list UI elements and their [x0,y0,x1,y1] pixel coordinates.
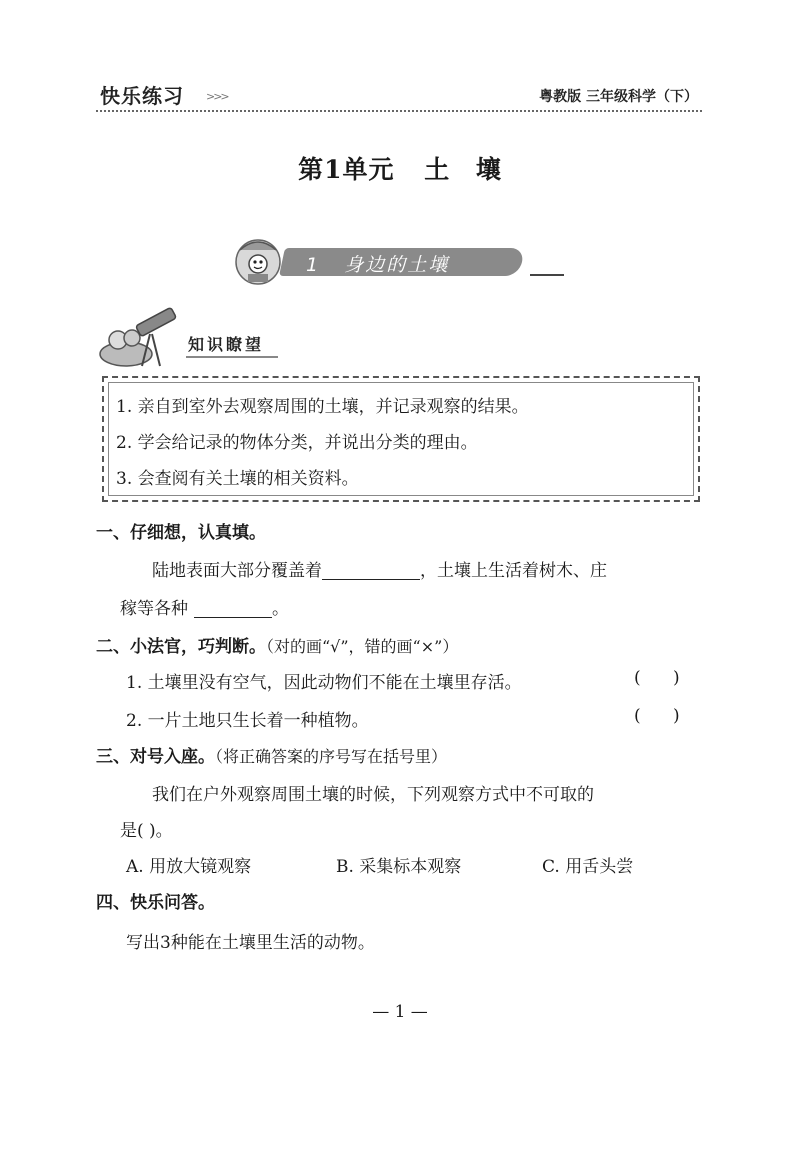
question-3-line-1: 我们在户外观察周围土壤的时候，下列观察方式中不可取的 [152,785,594,805]
page-header [96,70,702,112]
page-number: — 1 — [372,1002,428,1022]
goal-item: 3. 会查阅有关土壤的相关资料。 [116,469,359,489]
goal-item: 1. 亲自到室外去观察周围的土壤，并记录观察的结果。 [116,397,529,417]
answer-blank-1[interactable] [322,561,420,580]
answer-blank-2[interactable] [194,599,272,618]
question-3-line-2: 是( )。 [120,821,173,841]
unit-title-char-2: 壤 [475,155,502,184]
question-2-heading [96,632,458,657]
question-1-line-2 [120,594,289,619]
brand-title: 快乐练习 [100,84,184,108]
lesson-banner [230,232,570,288]
edition-label: 粤教版 三年级科学（下） [539,89,698,105]
lesson-underline [530,274,564,276]
option-a: A. 用放大镜观察 [126,857,252,877]
section-title: 知识瞭望 [188,335,265,354]
question-1-text-a: 陆地表面大部分覆盖着 [152,561,322,581]
question-3-note: （将正确答案的序号写在括号里） [215,747,448,766]
option-b: B. 采集标本观察 [336,857,462,877]
question-2-note: （对的画“√”，错的画“×”） [266,637,459,656]
question-4-heading: 四、快乐问答。 [96,893,215,913]
mascot-icon [230,232,286,288]
lesson-title: 1 身边的土壤 [306,254,450,276]
unit-number: 第1单元 [298,155,395,184]
question-1-line-1 [152,556,607,581]
question-3-title: 三、对号入座。 [96,747,215,767]
question-4-prompt: 写出3种能在土壤里生活的动物。 [126,933,375,953]
learning-goals-box [102,376,700,502]
unit-title [0,150,800,186]
question-1-text-d: 。 [272,599,289,619]
answer-paren-2[interactable]: ( ) [634,706,680,726]
question-2-item-2: 2. 一片土地只生长着一种植物。 [126,711,369,731]
goal-item: 2. 学会给记录的物体分类，并说出分类的理由。 [116,433,478,453]
unit-title-char-1: 土 [424,155,451,184]
question-1-heading: 一、仔细想，认真填。 [96,523,266,543]
option-c: C. 用舌头尝 [542,857,634,877]
question-2-title: 二、小法官，巧判断。 [96,637,266,657]
answer-paren-1[interactable]: ( ) [634,668,680,688]
question-1-text-c: 稼等各种 [120,599,188,619]
telescope-icon [96,304,186,372]
question-1-text-b: ，土壤上生活着树木、庄 [420,561,607,581]
chevron-decoration-icon: >>> [206,90,228,103]
question-2-item-1: 1. 土壤里没有空气，因此动物们不能在土壤里存活。 [126,673,522,693]
question-3-heading [96,742,447,767]
section-title-underline [186,356,278,358]
knowledge-section-header [96,304,296,374]
header-divider [96,110,702,112]
